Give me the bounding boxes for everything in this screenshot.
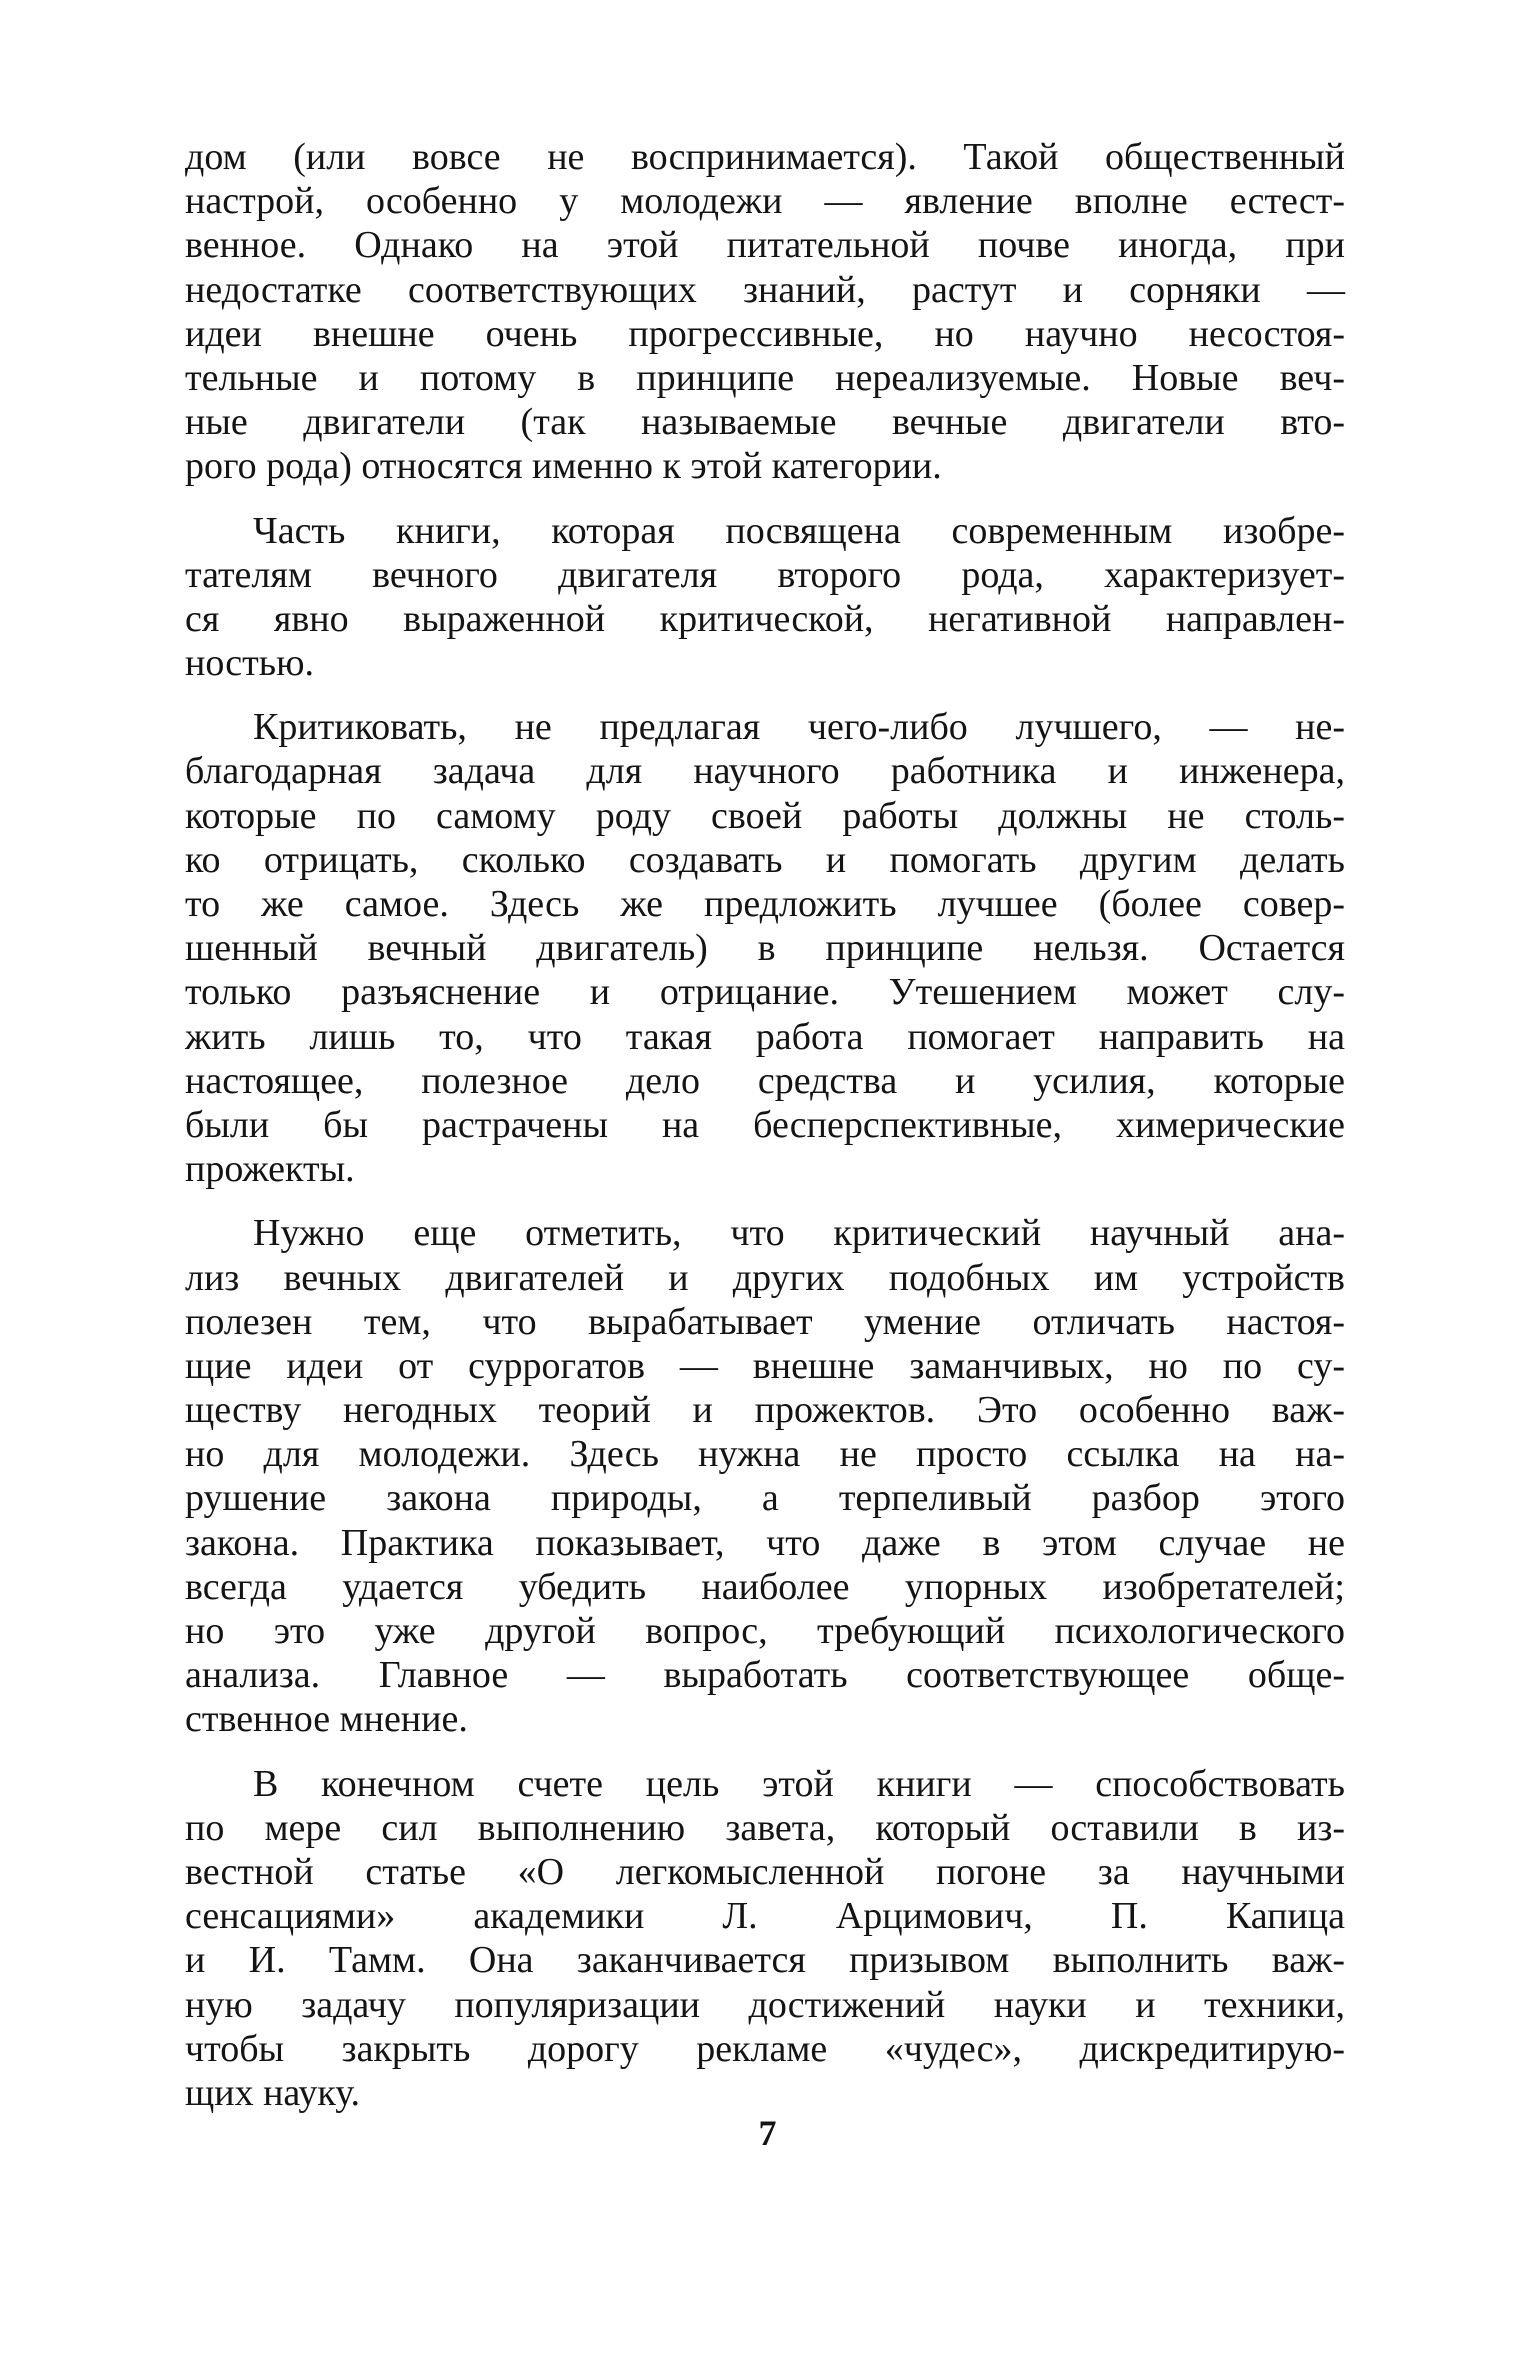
text-line: анализа. Главное — выработать соответствующее обще- (185, 1654, 1345, 1697)
text-line: идеи внешне очень прогрессивные, но научно несостоя- (185, 312, 1345, 355)
text-line: настоящее, полезное дело средства и усилия, которые (185, 1059, 1345, 1102)
text-line: ся явно выраженной критической, негативной направлен- (185, 597, 1345, 640)
text-line: ностью. (185, 642, 314, 685)
text-line: ществу негодных теорий и прожектов. Это особенно важ- (185, 1389, 1345, 1432)
text-line: шенный вечный двигатель) в принципе нельзя. Остается (185, 927, 1345, 970)
text-line: жить лишь то, что такая работа помогает направить на (185, 1015, 1345, 1058)
page-number: 7 (758, 2113, 777, 2153)
text-line: ственное мнение. (185, 1698, 468, 1741)
paragraph-3 (185, 705, 1345, 1191)
text-line: ную задачу популяризации достижений науки и техники, (185, 1983, 1345, 2026)
text-line: но для молодежи. Здесь нужна не просто ссылка на на- (185, 1433, 1345, 1476)
page-body (185, 135, 1345, 2115)
text-line: ные двигатели (так называемые вечные двигатели вто- (185, 401, 1345, 444)
text-line: вестной статье «О легкомысленной погоне за научными (185, 1850, 1345, 1893)
paragraph-2 (185, 509, 1345, 686)
text-line: В конечном счете цель этой книги — способствовать (253, 1762, 1345, 1805)
text-line: тельные и потому в принципе нереализуемые. Новые веч- (185, 356, 1345, 399)
text-line: ко отрицать, сколько создавать и помогать другим делать (185, 838, 1345, 881)
text-line: рого рода) относятся именно к этой категории. (185, 445, 942, 488)
text-line: Часть книги, которая посвящена современным изобре- (253, 509, 1345, 552)
text-line: настрой, особенно у молодежи — явление вполне естест- (185, 180, 1345, 223)
text-line: Нужно еще отметить, что критический научный ана- (253, 1212, 1345, 1255)
text-line: сенсациями» академики Л. Арцимович, П. Капица (185, 1895, 1345, 1938)
text-line: Критиковать, не предлагая чего-либо лучшего, — не- (253, 706, 1345, 749)
text-line: рушение закона природы, а терпеливый разбор этого (185, 1477, 1345, 1520)
text-line: но это уже другой вопрос, требующий психологического (185, 1610, 1345, 1652)
text-line: щих науку. (185, 2071, 360, 2114)
text-line: чтобы закрыть дорогу рекламе «чудес», дискредитирую- (185, 2027, 1345, 2070)
text-line: закона. Практика показывает, что даже в этом случае не (185, 1521, 1345, 1564)
text-line: недостатке соответствующих знаний, растут и сорняки — (185, 268, 1345, 311)
text-line: тателям вечного двигателя второго рода, характеризует- (185, 553, 1345, 596)
text-line: полезен тем, что вырабатывает умение отличать настоя- (185, 1300, 1345, 1343)
text-line: были бы растрачены на бесперспективные, химерические (185, 1103, 1345, 1146)
paragraph-5 (185, 1762, 1345, 2116)
text-line: лиз вечных двигателей и других подобных им устройств (185, 1256, 1345, 1299)
text-line: дом (или вовсе не воспринимается). Такой общественный (185, 136, 1345, 178)
text-line: которые по самому роду своей работы должны не столь- (185, 794, 1345, 837)
text-line: всегда удается убедить наиболее упорных изобретателей; (185, 1565, 1345, 1608)
text-line: прожекты. (185, 1148, 355, 1191)
text-line: по мере сил выполнению завета, который оставили в из- (185, 1806, 1345, 1849)
text-line: и И. Тамм. Она заканчивается призывом выполнить важ- (185, 1939, 1345, 1982)
text-line: только разъяснение и отрицание. Утешением может слу- (185, 971, 1345, 1014)
paragraph-1 (185, 135, 1345, 489)
text-line: то же самое. Здесь же предложить лучшее (более совер- (185, 883, 1345, 925)
text-line: щие идеи от суррогатов — внешне заманчивых, но по су- (185, 1344, 1345, 1387)
text-line: венное. Однако на этой питательной почве иногда, при (185, 224, 1345, 267)
paragraph-4 (185, 1211, 1345, 1741)
text-line: благодарная задача для научного работника и инженера, (185, 750, 1345, 793)
